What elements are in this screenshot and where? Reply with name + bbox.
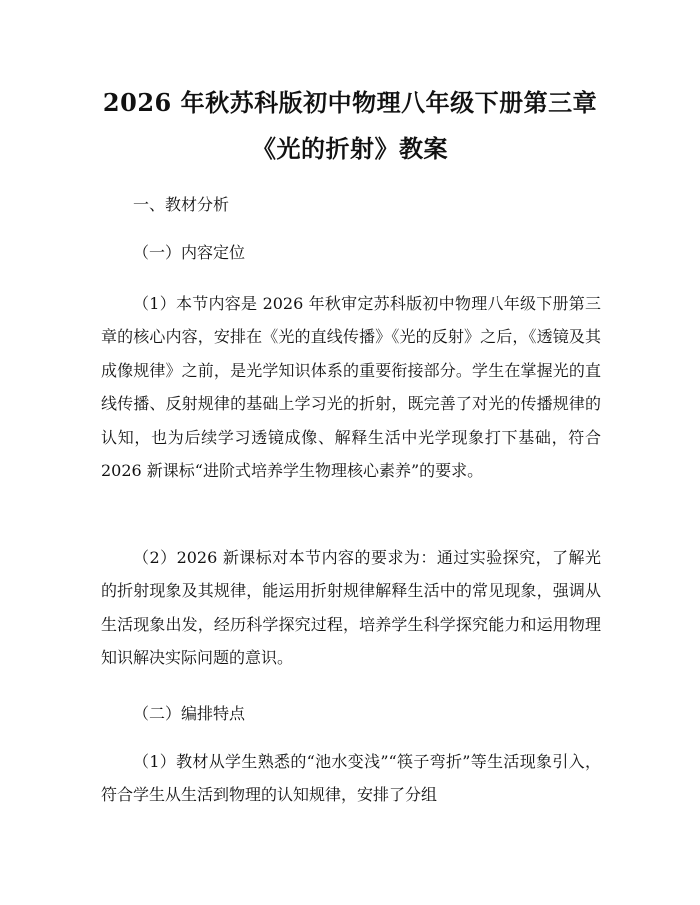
paragraph-content-positioning-2: （2）2026 新课标对本节内容的要求为：通过实验探究，了解光的折射现象及其规律，能运用折射规律解释生活中的常见现象，强调从生活现象出发，经历科学探究过程，培养学生科学探究能力和运用物理知识解决实际问题的意识。 (101, 548, 601, 668)
document-title-line2: 《光的折射》教案 (252, 134, 448, 163)
paragraph-arrangement-features-1: （1）教材从学生熟悉的“池水变浅”“筷子弯折”等生活现象引入，符合学生从生活到物理的认知规律，安排了分组 (101, 752, 601, 805)
section-heading-teaching-material-analysis: 一、教材分析 (133, 195, 230, 214)
subsection-heading-content-positioning: （一）内容定位 (133, 243, 246, 262)
paragraph-content-positioning-1: （1）本节内容是 2026 年秋审定苏科版初中物理八年级下册第三章的核心内容，安排在《光的直线传播》《光的反射》之后，《透镜及其成像规律》之前，是光学知识体系的重要衔接部分。学生在掌握光的直线传播、反射规律的基础上学习光的折射，既完善了对光的传播规律的认知，也为后续学习透镜成像、解释生活中光学现象打下基础，符合 2026 新课标“进阶式培养学生物理核心素养”的要求。 (101, 294, 601, 481)
document-title-line1: 2026 年秋苏科版初中物理八年级下册第三章 (102, 88, 598, 117)
subsection-heading-arrangement-features: （二）编排特点 (133, 704, 246, 723)
